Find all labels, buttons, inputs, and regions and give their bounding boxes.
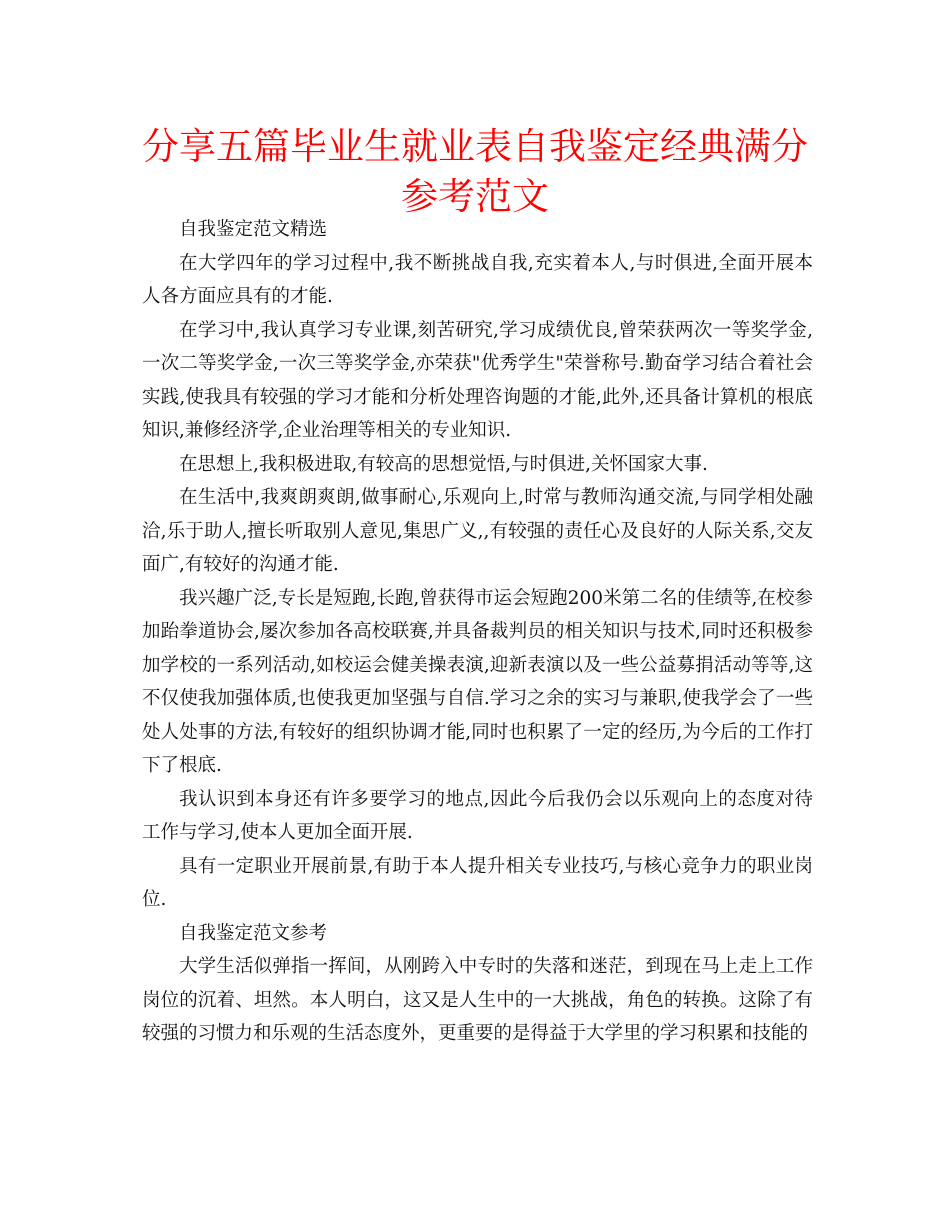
- section-heading-reference-samples: 自我鉴定范文参考: [179, 922, 328, 944]
- paragraph: 在学习中,我认真学习专业课,刻苦研究,学习成绩优良,曾荣获两次一等奖学金,一次二等奖学金,一次三等奖学金,亦荣获"优秀学生"荣誉称号.勤奋学习结合着社会实践,使我具有较强的学习才能和分析处理咨询题的才能,此外,还具备计算机的根底知识,兼修经济学,企业治理等相关的专业知识.: [142, 319, 813, 441]
- document-body: [142, 213, 813, 1051]
- document-title: [120, 122, 830, 222]
- title-line-1: 分享五篇毕业生就业表自我鉴定经典满分: [142, 125, 808, 168]
- paragraph: 大学生活似弹指一挥间，从刚跨入中专时的失落和迷茫，到现在马上走上工作岗位的沉着、坦然。本人明白，这又是人生中的一大挑战，角色的转换。这除了有较强的习惯力和乐观的生活态度外，更重要的是得益于大学里的学习积累和技能的: [142, 956, 813, 1044]
- paragraph: 在思想上,我积极进取,有较高的思想觉悟,与时俱进,关怀国家大事.: [179, 453, 708, 475]
- paragraph: 具有一定职业开展前景,有助于本人提升相关专业技巧,与核心竞争力的职业岗位.: [142, 855, 813, 910]
- section-heading-selected-samples: 自我鉴定范文精选: [179, 219, 328, 240]
- paragraph: 在生活中,我爽朗爽朗,做事耐心,乐观向上,时常与教师沟通交流,与同学相处融洽,乐于助人,擅长听取别人意见,集思广义,,有较强的责任心及良好的人际关系,交友面广,有较好的沟通才能.: [142, 487, 813, 575]
- paragraph: 在大学四年的学习过程中,我不断挑战自我,充实着本人,与时俱进,全面开展本人各方面应具有的才能.: [142, 252, 813, 307]
- paragraph: 我兴趣广泛,专长是短跑,长跑,曾获得市运会短跑200米第二名的佳绩等,在校参加跆拳道协会,屡次参加各高校联赛,并具备裁判员的相关知识与技术,同时还积极参加学校的一系列活动,如校运会健美操表演,迎新表演以及一些公益募捐活动等等,这不仅使我加强体质,也使我更加坚强与自信.学习之余的实习与兼职,使我学会了一些处人处事的方法,有较好的组织协调才能,同时也积累了一定的经历,为今后的工作打下了根底.: [142, 587, 813, 776]
- paragraph: 我认识到本身还有许多要学习的地点,因此今后我仍会以乐观向上的态度对待工作与学习,使本人更加全面开展.: [142, 788, 813, 843]
- title-line-2: 参考范文: [401, 175, 549, 218]
